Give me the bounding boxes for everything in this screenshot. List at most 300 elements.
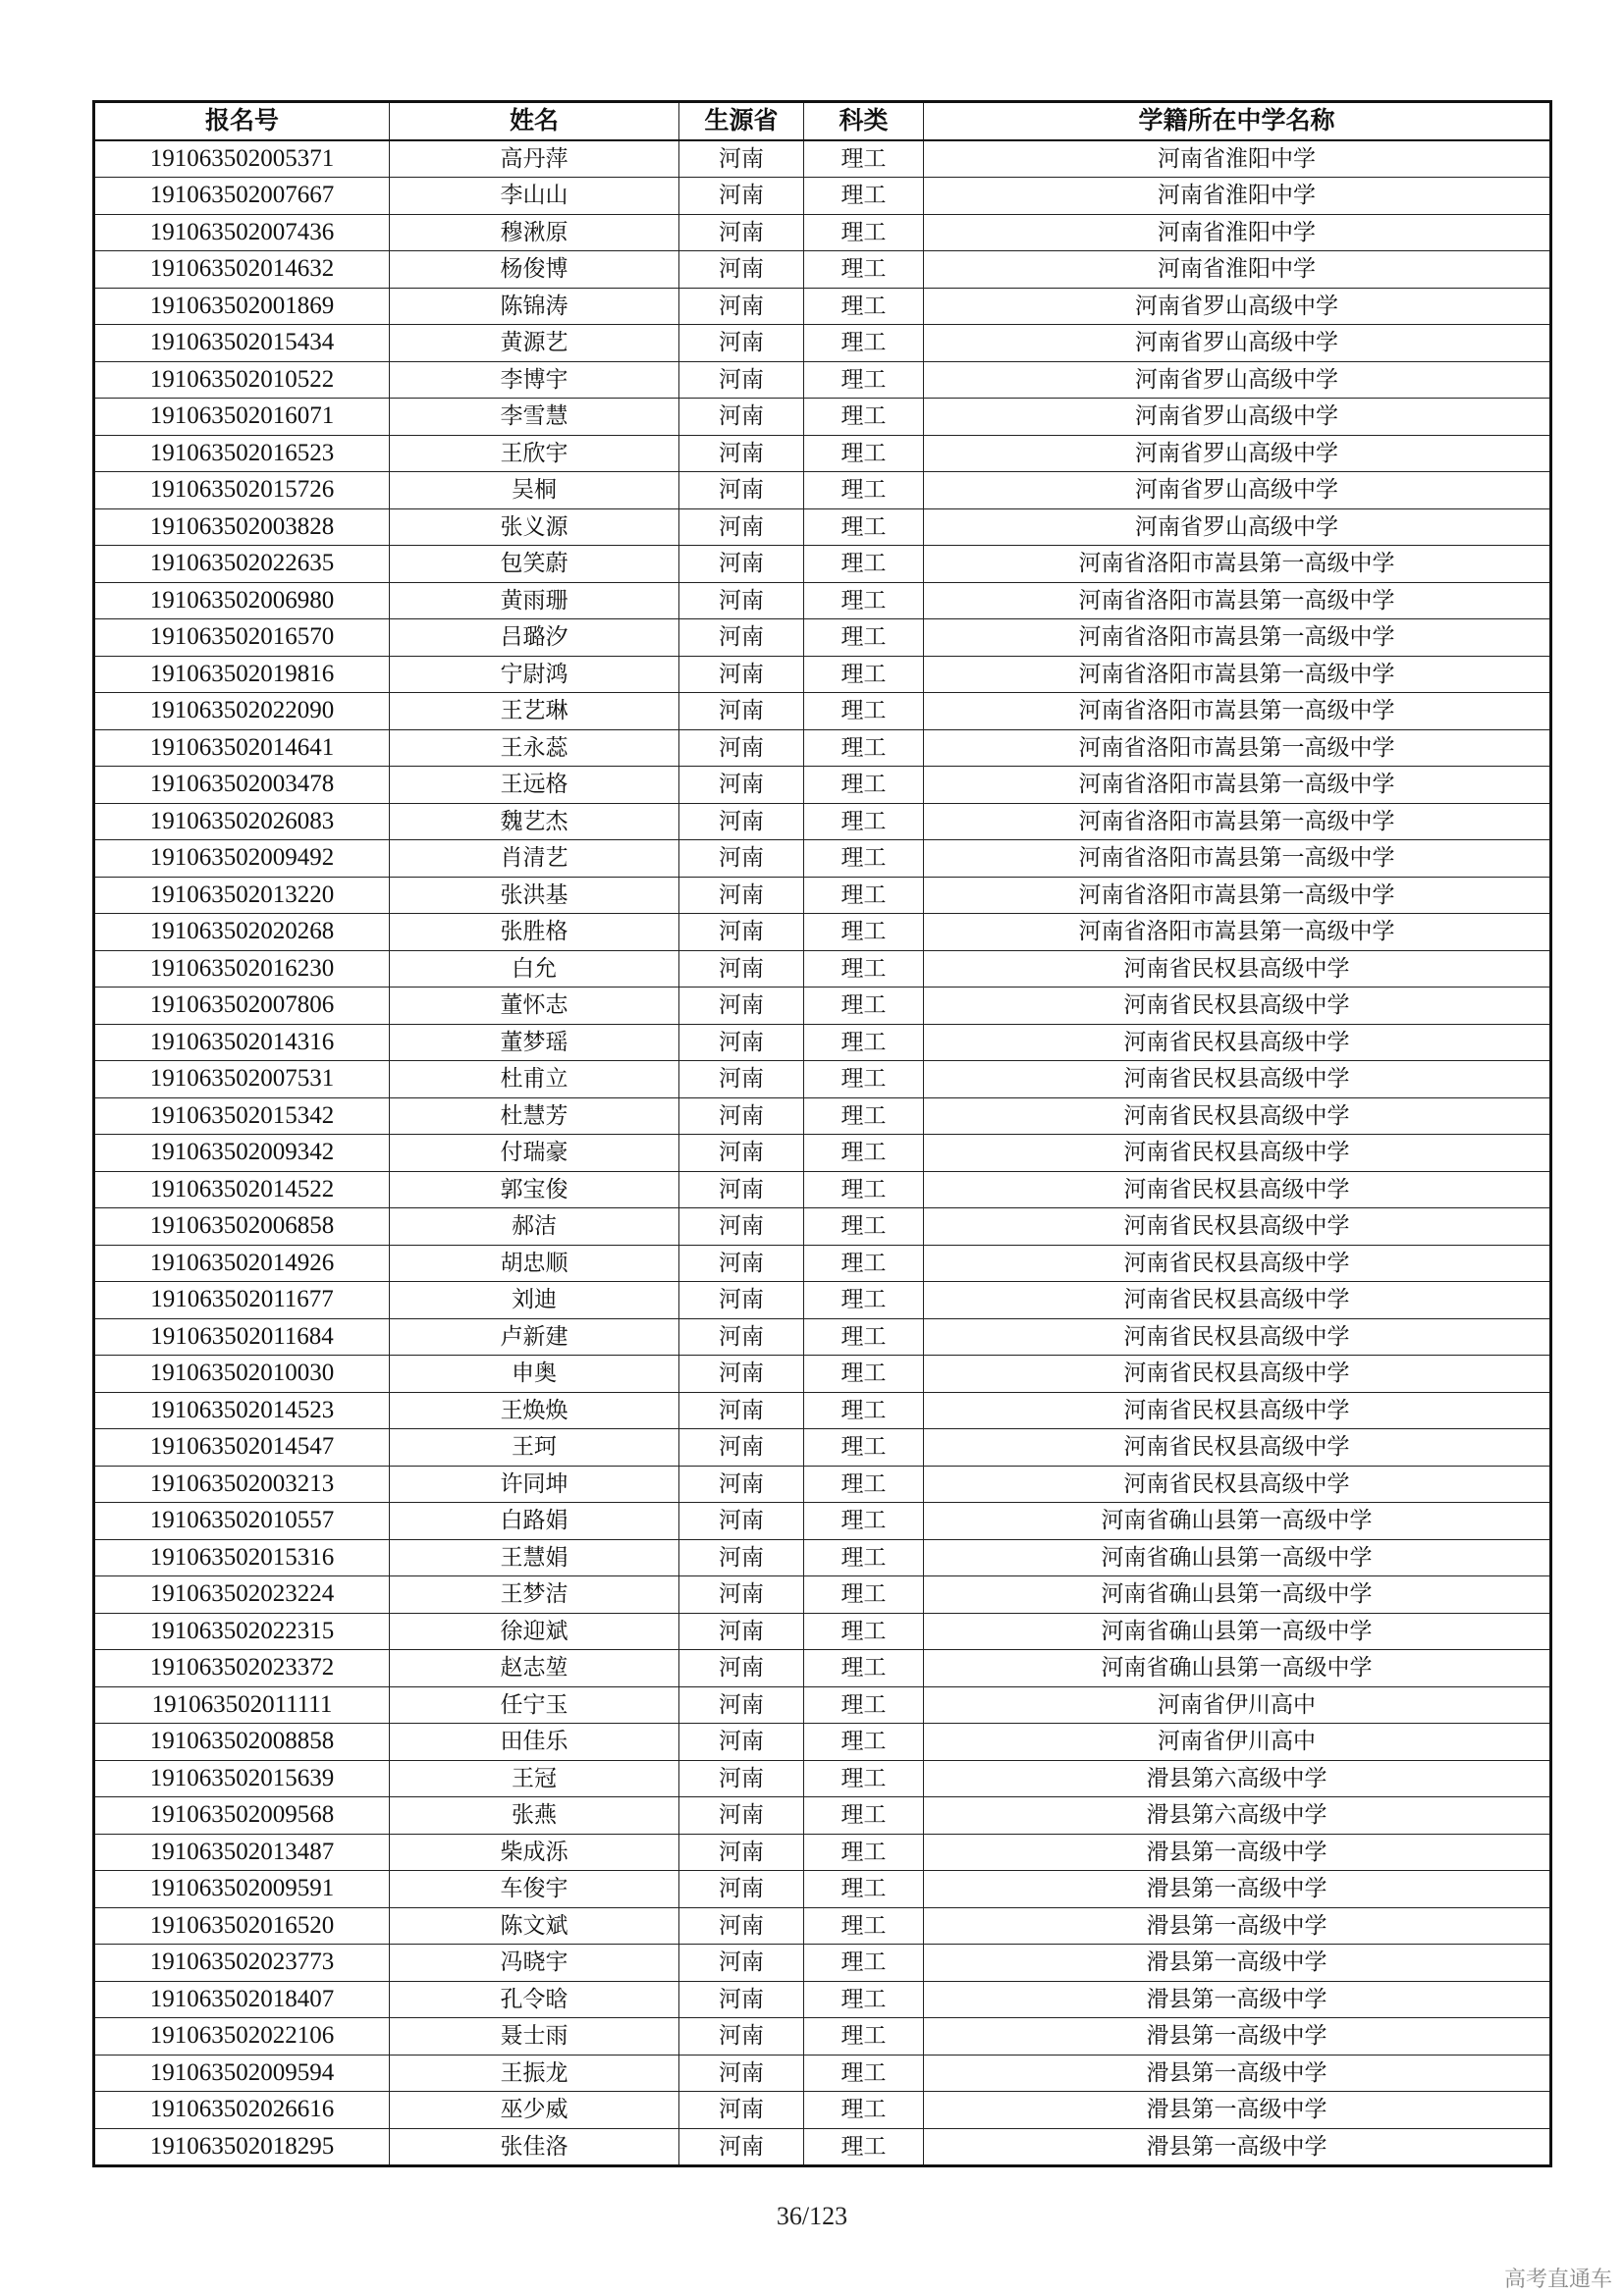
school-cell: 滑县第一高级中学 xyxy=(924,1907,1551,1945)
name-cell: 车俊宇 xyxy=(390,1871,679,1908)
school-cell: 河南省民权县高级中学 xyxy=(924,1208,1551,1246)
header-row xyxy=(94,102,1551,140)
table-row xyxy=(94,1061,1551,1098)
table-row xyxy=(94,251,1551,289)
category-cell: 理工 xyxy=(804,1834,924,1871)
category-cell: 理工 xyxy=(804,178,924,215)
name-cell: 张燕 xyxy=(390,1797,679,1835)
table-row xyxy=(94,140,1551,178)
registration-number-cell: 191063502014523 xyxy=(94,1392,390,1429)
name-cell: 宁尉鸿 xyxy=(390,656,679,693)
province-cell: 河南 xyxy=(679,1024,804,1061)
registration-number-cell: 191063502015342 xyxy=(94,1097,390,1135)
column-header-province: 生源省 xyxy=(679,102,804,140)
registration-number-cell: 191063502026616 xyxy=(94,2092,390,2129)
name-cell: 王珂 xyxy=(390,1429,679,1467)
registration-number-cell: 191063502016230 xyxy=(94,950,390,988)
category-cell: 理工 xyxy=(804,729,924,767)
table-row xyxy=(94,1097,1551,1135)
name-cell: 聂士雨 xyxy=(390,2018,679,2056)
category-cell: 理工 xyxy=(804,1282,924,1319)
category-cell: 理工 xyxy=(804,1650,924,1687)
school-cell: 河南省确山县第一高级中学 xyxy=(924,1539,1551,1576)
school-cell: 河南省罗山高级中学 xyxy=(924,325,1551,362)
province-cell: 河南 xyxy=(679,1503,804,1540)
province-cell: 河南 xyxy=(679,288,804,325)
school-cell: 河南省确山县第一高级中学 xyxy=(924,1576,1551,1614)
province-cell: 河南 xyxy=(679,1539,804,1576)
registration-number-cell: 191063502009492 xyxy=(94,840,390,878)
school-cell: 河南省伊川高中 xyxy=(924,1724,1551,1761)
province-cell: 河南 xyxy=(679,767,804,804)
province-cell: 河南 xyxy=(679,1686,804,1724)
registration-number-cell: 191063502014641 xyxy=(94,729,390,767)
name-cell: 陈文斌 xyxy=(390,1907,679,1945)
category-cell: 理工 xyxy=(804,1871,924,1908)
province-cell: 河南 xyxy=(679,325,804,362)
school-cell: 河南省民权县高级中学 xyxy=(924,1429,1551,1467)
table-row xyxy=(94,582,1551,619)
name-cell: 王焕焕 xyxy=(390,1392,679,1429)
name-cell: 王振龙 xyxy=(390,2055,679,2092)
table-row xyxy=(94,1392,1551,1429)
category-cell: 理工 xyxy=(804,325,924,362)
table-row xyxy=(94,1503,1551,1540)
column-header-registration-number: 报名号 xyxy=(94,102,390,140)
table-row xyxy=(94,840,1551,878)
province-cell: 河南 xyxy=(679,950,804,988)
category-cell: 理工 xyxy=(804,1171,924,1208)
school-cell: 河南省民权县高级中学 xyxy=(924,1061,1551,1098)
name-cell: 李山山 xyxy=(390,178,679,215)
name-cell: 黄源艺 xyxy=(390,325,679,362)
name-cell: 吕璐汐 xyxy=(390,619,679,657)
school-cell: 河南省罗山高级中学 xyxy=(924,435,1551,472)
school-cell: 河南省罗山高级中学 xyxy=(924,472,1551,509)
name-cell: 王冠 xyxy=(390,1760,679,1797)
school-cell: 滑县第一高级中学 xyxy=(924,2055,1551,2092)
table-row xyxy=(94,767,1551,804)
category-cell: 理工 xyxy=(804,2055,924,2092)
category-cell: 理工 xyxy=(804,1907,924,1945)
registration-number-cell: 191063502011111 xyxy=(94,1686,390,1724)
table-row xyxy=(94,803,1551,840)
category-cell: 理工 xyxy=(804,2018,924,2056)
table-row xyxy=(94,1576,1551,1614)
category-cell: 理工 xyxy=(804,214,924,251)
name-cell: 王慧娟 xyxy=(390,1539,679,1576)
registration-number-cell: 191063502023773 xyxy=(94,1945,390,1982)
registration-number-cell: 191063502010557 xyxy=(94,1503,390,1540)
province-cell: 河南 xyxy=(679,2128,804,2166)
province-cell: 河南 xyxy=(679,472,804,509)
province-cell: 河南 xyxy=(679,803,804,840)
category-cell: 理工 xyxy=(804,508,924,546)
name-cell: 王永蕊 xyxy=(390,729,679,767)
category-cell: 理工 xyxy=(804,140,924,178)
province-cell: 河南 xyxy=(679,1429,804,1467)
category-cell: 理工 xyxy=(804,1429,924,1467)
school-cell: 滑县第六高级中学 xyxy=(924,1760,1551,1797)
province-cell: 河南 xyxy=(679,251,804,289)
table-row xyxy=(94,950,1551,988)
registration-number-cell: 191063502007531 xyxy=(94,1061,390,1098)
school-cell: 河南省罗山高级中学 xyxy=(924,288,1551,325)
school-cell: 河南省洛阳市嵩县第一高级中学 xyxy=(924,803,1551,840)
table-row xyxy=(94,1245,1551,1282)
school-cell: 河南省洛阳市嵩县第一高级中学 xyxy=(924,729,1551,767)
registration-number-cell: 191063502014632 xyxy=(94,251,390,289)
name-cell: 张义源 xyxy=(390,508,679,546)
registration-number-cell: 191063502020268 xyxy=(94,914,390,951)
province-cell: 河南 xyxy=(679,1208,804,1246)
category-cell: 理工 xyxy=(804,803,924,840)
school-cell: 河南省淮阳中学 xyxy=(924,214,1551,251)
watermark: 高考直通车 xyxy=(1503,2268,1612,2292)
registration-number-cell: 191063502022635 xyxy=(94,546,390,583)
name-cell: 张胜格 xyxy=(390,914,679,951)
school-cell: 河南省洛阳市嵩县第一高级中学 xyxy=(924,914,1551,951)
table-row xyxy=(94,1318,1551,1356)
category-cell: 理工 xyxy=(804,472,924,509)
registration-number-cell: 191063502016071 xyxy=(94,399,390,436)
registration-number-cell: 191063502016570 xyxy=(94,619,390,657)
table-row xyxy=(94,914,1551,951)
table-header xyxy=(94,102,1551,140)
name-cell: 高丹萍 xyxy=(390,140,679,178)
province-cell: 河南 xyxy=(679,1576,804,1614)
category-cell: 理工 xyxy=(804,1503,924,1540)
table-row xyxy=(94,325,1551,362)
table-row xyxy=(94,1834,1551,1871)
school-cell: 河南省洛阳市嵩县第一高级中学 xyxy=(924,693,1551,730)
category-cell: 理工 xyxy=(804,1613,924,1650)
name-cell: 申奥 xyxy=(390,1356,679,1393)
name-cell: 卢新建 xyxy=(390,1318,679,1356)
name-cell: 郭宝俊 xyxy=(390,1171,679,1208)
category-cell: 理工 xyxy=(804,1024,924,1061)
category-cell: 理工 xyxy=(804,582,924,619)
category-cell: 理工 xyxy=(804,656,924,693)
province-cell: 河南 xyxy=(679,1650,804,1687)
province-cell: 河南 xyxy=(679,877,804,914)
school-cell: 河南省民权县高级中学 xyxy=(924,1318,1551,1356)
province-cell: 河南 xyxy=(679,1797,804,1835)
name-cell: 郝洁 xyxy=(390,1208,679,1246)
table-row xyxy=(94,1466,1551,1503)
school-cell: 河南省罗山高级中学 xyxy=(924,508,1551,546)
school-cell: 河南省洛阳市嵩县第一高级中学 xyxy=(924,877,1551,914)
name-cell: 杜甫立 xyxy=(390,1061,679,1098)
province-cell: 河南 xyxy=(679,1318,804,1356)
category-cell: 理工 xyxy=(804,361,924,399)
registration-number-cell: 191063502014926 xyxy=(94,1245,390,1282)
province-cell: 河南 xyxy=(679,1061,804,1098)
school-cell: 滑县第一高级中学 xyxy=(924,2092,1551,2129)
table-row xyxy=(94,2018,1551,2056)
registration-number-cell: 191063502009594 xyxy=(94,2055,390,2092)
school-cell: 滑县第六高级中学 xyxy=(924,1797,1551,1835)
school-cell: 河南省民权县高级中学 xyxy=(924,1282,1551,1319)
province-cell: 河南 xyxy=(679,1834,804,1871)
table-row xyxy=(94,472,1551,509)
province-cell: 河南 xyxy=(679,1245,804,1282)
school-cell: 河南省民权县高级中学 xyxy=(924,1171,1551,1208)
registration-number-cell: 191063502001869 xyxy=(94,288,390,325)
registration-number-cell: 191063502015639 xyxy=(94,1760,390,1797)
category-cell: 理工 xyxy=(804,251,924,289)
table-row xyxy=(94,1760,1551,1797)
school-cell: 滑县第一高级中学 xyxy=(924,1945,1551,1982)
school-cell: 河南省淮阳中学 xyxy=(924,140,1551,178)
category-cell: 理工 xyxy=(804,877,924,914)
province-cell: 河南 xyxy=(679,1466,804,1503)
name-cell: 白允 xyxy=(390,950,679,988)
name-cell: 孔令晗 xyxy=(390,1981,679,2018)
name-cell: 张洪基 xyxy=(390,877,679,914)
table-row xyxy=(94,1208,1551,1246)
school-cell: 河南省民权县高级中学 xyxy=(924,1245,1551,1282)
table-row xyxy=(94,1024,1551,1061)
category-cell: 理工 xyxy=(804,435,924,472)
school-cell: 河南省确山县第一高级中学 xyxy=(924,1650,1551,1687)
name-cell: 陈锦涛 xyxy=(390,288,679,325)
registration-number-cell: 191063502016523 xyxy=(94,435,390,472)
category-cell: 理工 xyxy=(804,1686,924,1724)
table-row xyxy=(94,178,1551,215)
province-cell: 河南 xyxy=(679,693,804,730)
province-cell: 河南 xyxy=(679,1135,804,1172)
registration-number-cell: 191063502013220 xyxy=(94,877,390,914)
school-cell: 河南省洛阳市嵩县第一高级中学 xyxy=(924,656,1551,693)
name-cell: 杜慧芳 xyxy=(390,1097,679,1135)
province-cell: 河南 xyxy=(679,435,804,472)
table-row xyxy=(94,1981,1551,2018)
table-row xyxy=(94,1539,1551,1576)
province-cell: 河南 xyxy=(679,1171,804,1208)
province-cell: 河南 xyxy=(679,1724,804,1761)
registration-number-cell: 191063502014522 xyxy=(94,1171,390,1208)
school-cell: 河南省洛阳市嵩县第一高级中学 xyxy=(924,619,1551,657)
registration-number-cell: 191063502023224 xyxy=(94,1576,390,1614)
table-body xyxy=(94,140,1551,2166)
school-cell: 河南省淮阳中学 xyxy=(924,178,1551,215)
table-row xyxy=(94,2128,1551,2166)
table-row xyxy=(94,214,1551,251)
school-cell: 河南省罗山高级中学 xyxy=(924,361,1551,399)
category-cell: 理工 xyxy=(804,1576,924,1614)
category-cell: 理工 xyxy=(804,2128,924,2166)
category-cell: 理工 xyxy=(804,546,924,583)
page-number: 36/123 xyxy=(776,2202,848,2230)
registration-number-cell: 191063502006858 xyxy=(94,1208,390,1246)
table-row xyxy=(94,508,1551,546)
name-cell: 徐迎斌 xyxy=(390,1613,679,1650)
name-cell: 魏艺杰 xyxy=(390,803,679,840)
table-row xyxy=(94,729,1551,767)
table-row xyxy=(94,1171,1551,1208)
table-row xyxy=(94,1797,1551,1835)
province-cell: 河南 xyxy=(679,1097,804,1135)
category-cell: 理工 xyxy=(804,950,924,988)
name-cell: 董梦瑶 xyxy=(390,1024,679,1061)
name-cell: 刘迪 xyxy=(390,1282,679,1319)
category-cell: 理工 xyxy=(804,619,924,657)
table-row xyxy=(94,2055,1551,2092)
registration-number-cell: 191063502015434 xyxy=(94,325,390,362)
category-cell: 理工 xyxy=(804,840,924,878)
province-cell: 河南 xyxy=(679,1282,804,1319)
name-cell: 冯晓宇 xyxy=(390,1945,679,1982)
province-cell: 河南 xyxy=(679,582,804,619)
student-list-table xyxy=(92,100,1552,2167)
name-cell: 包笑蔚 xyxy=(390,546,679,583)
name-cell: 吴桐 xyxy=(390,472,679,509)
table-row xyxy=(94,1356,1551,1393)
school-cell: 河南省民权县高级中学 xyxy=(924,1024,1551,1061)
school-cell: 河南省洛阳市嵩县第一高级中学 xyxy=(924,582,1551,619)
registration-number-cell: 191063502006980 xyxy=(94,582,390,619)
category-cell: 理工 xyxy=(804,288,924,325)
school-cell: 河南省民权县高级中学 xyxy=(924,1392,1551,1429)
table-row xyxy=(94,288,1551,325)
province-cell: 河南 xyxy=(679,914,804,951)
school-cell: 河南省洛阳市嵩县第一高级中学 xyxy=(924,840,1551,878)
school-cell: 河南省民权县高级中学 xyxy=(924,1466,1551,1503)
school-cell: 河南省确山县第一高级中学 xyxy=(924,1613,1551,1650)
table-row xyxy=(94,1429,1551,1467)
registration-number-cell: 191063502009591 xyxy=(94,1871,390,1908)
school-cell: 河南省民权县高级中学 xyxy=(924,988,1551,1025)
school-cell: 滑县第一高级中学 xyxy=(924,2128,1551,2166)
table-row xyxy=(94,1724,1551,1761)
province-cell: 河南 xyxy=(679,2018,804,2056)
registration-number-cell: 191063502013487 xyxy=(94,1834,390,1871)
province-cell: 河南 xyxy=(679,1945,804,1982)
school-cell: 河南省民权县高级中学 xyxy=(924,1097,1551,1135)
category-cell: 理工 xyxy=(804,1245,924,1282)
name-cell: 任宁玉 xyxy=(390,1686,679,1724)
registration-number-cell: 191063502010030 xyxy=(94,1356,390,1393)
category-cell: 理工 xyxy=(804,2092,924,2129)
category-cell: 理工 xyxy=(804,693,924,730)
province-cell: 河南 xyxy=(679,2092,804,2129)
table-row xyxy=(94,399,1551,436)
table-row xyxy=(94,1871,1551,1908)
registration-number-cell: 191063502007806 xyxy=(94,988,390,1025)
table-row xyxy=(94,693,1551,730)
name-cell: 付瑞豪 xyxy=(390,1135,679,1172)
category-cell: 理工 xyxy=(804,1466,924,1503)
province-cell: 河南 xyxy=(679,1392,804,1429)
province-cell: 河南 xyxy=(679,1356,804,1393)
name-cell: 赵志堃 xyxy=(390,1650,679,1687)
name-cell: 李雪慧 xyxy=(390,399,679,436)
school-cell: 河南省淮阳中学 xyxy=(924,251,1551,289)
name-cell: 巫少威 xyxy=(390,2092,679,2129)
name-cell: 王欣宇 xyxy=(390,435,679,472)
name-cell: 穆湫原 xyxy=(390,214,679,251)
name-cell: 柴成泺 xyxy=(390,1834,679,1871)
name-cell: 杨俊博 xyxy=(390,251,679,289)
name-cell: 张佳洛 xyxy=(390,2128,679,2166)
registration-number-cell: 191063502014316 xyxy=(94,1024,390,1061)
category-cell: 理工 xyxy=(804,1945,924,1982)
name-cell: 王远格 xyxy=(390,767,679,804)
category-cell: 理工 xyxy=(804,1061,924,1098)
registration-number-cell: 191063502009342 xyxy=(94,1135,390,1172)
table-row xyxy=(94,1613,1551,1650)
table-row xyxy=(94,1650,1551,1687)
registration-number-cell: 191063502022090 xyxy=(94,693,390,730)
registration-number-cell: 191063502003478 xyxy=(94,767,390,804)
province-cell: 河南 xyxy=(679,214,804,251)
category-cell: 理工 xyxy=(804,1135,924,1172)
school-cell: 河南省确山县第一高级中学 xyxy=(924,1503,1551,1540)
name-cell: 王艺琳 xyxy=(390,693,679,730)
province-cell: 河南 xyxy=(679,399,804,436)
school-cell: 滑县第一高级中学 xyxy=(924,1834,1551,1871)
registration-number-cell: 191063502003213 xyxy=(94,1466,390,1503)
name-cell: 黄雨珊 xyxy=(390,582,679,619)
registration-number-cell: 191063502023372 xyxy=(94,1650,390,1687)
category-cell: 理工 xyxy=(804,1539,924,1576)
province-cell: 河南 xyxy=(679,1907,804,1945)
table-row xyxy=(94,988,1551,1025)
table-row xyxy=(94,1907,1551,1945)
category-cell: 理工 xyxy=(804,1981,924,2018)
registration-number-cell: 191063502015726 xyxy=(94,472,390,509)
category-cell: 理工 xyxy=(804,1356,924,1393)
table-row xyxy=(94,1945,1551,1982)
column-header-school: 学籍所在中学名称 xyxy=(924,102,1551,140)
category-cell: 理工 xyxy=(804,1724,924,1761)
province-cell: 河南 xyxy=(679,1760,804,1797)
province-cell: 河南 xyxy=(679,546,804,583)
province-cell: 河南 xyxy=(679,361,804,399)
table-row xyxy=(94,1282,1551,1319)
name-cell: 胡忠顺 xyxy=(390,1245,679,1282)
category-cell: 理工 xyxy=(804,1097,924,1135)
province-cell: 河南 xyxy=(679,729,804,767)
category-cell: 理工 xyxy=(804,988,924,1025)
school-cell: 河南省民权县高级中学 xyxy=(924,950,1551,988)
category-cell: 理工 xyxy=(804,1392,924,1429)
province-cell: 河南 xyxy=(679,988,804,1025)
category-cell: 理工 xyxy=(804,767,924,804)
province-cell: 河南 xyxy=(679,508,804,546)
registration-number-cell: 191063502009568 xyxy=(94,1797,390,1835)
province-cell: 河南 xyxy=(679,1613,804,1650)
province-cell: 河南 xyxy=(679,178,804,215)
category-cell: 理工 xyxy=(804,1760,924,1797)
name-cell: 董怀志 xyxy=(390,988,679,1025)
name-cell: 白路娟 xyxy=(390,1503,679,1540)
registration-number-cell: 191063502022315 xyxy=(94,1613,390,1650)
column-header-name: 姓名 xyxy=(390,102,679,140)
registration-number-cell: 191063502018407 xyxy=(94,1981,390,2018)
name-cell: 田佳乐 xyxy=(390,1724,679,1761)
registration-number-cell: 191063502003828 xyxy=(94,508,390,546)
school-cell: 河南省洛阳市嵩县第一高级中学 xyxy=(924,767,1551,804)
category-cell: 理工 xyxy=(804,1318,924,1356)
table-row xyxy=(94,546,1551,583)
school-cell: 滑县第一高级中学 xyxy=(924,1871,1551,1908)
registration-number-cell: 191063502014547 xyxy=(94,1429,390,1467)
category-cell: 理工 xyxy=(804,1797,924,1835)
table-row xyxy=(94,435,1551,472)
registration-number-cell: 191063502018295 xyxy=(94,2128,390,2166)
